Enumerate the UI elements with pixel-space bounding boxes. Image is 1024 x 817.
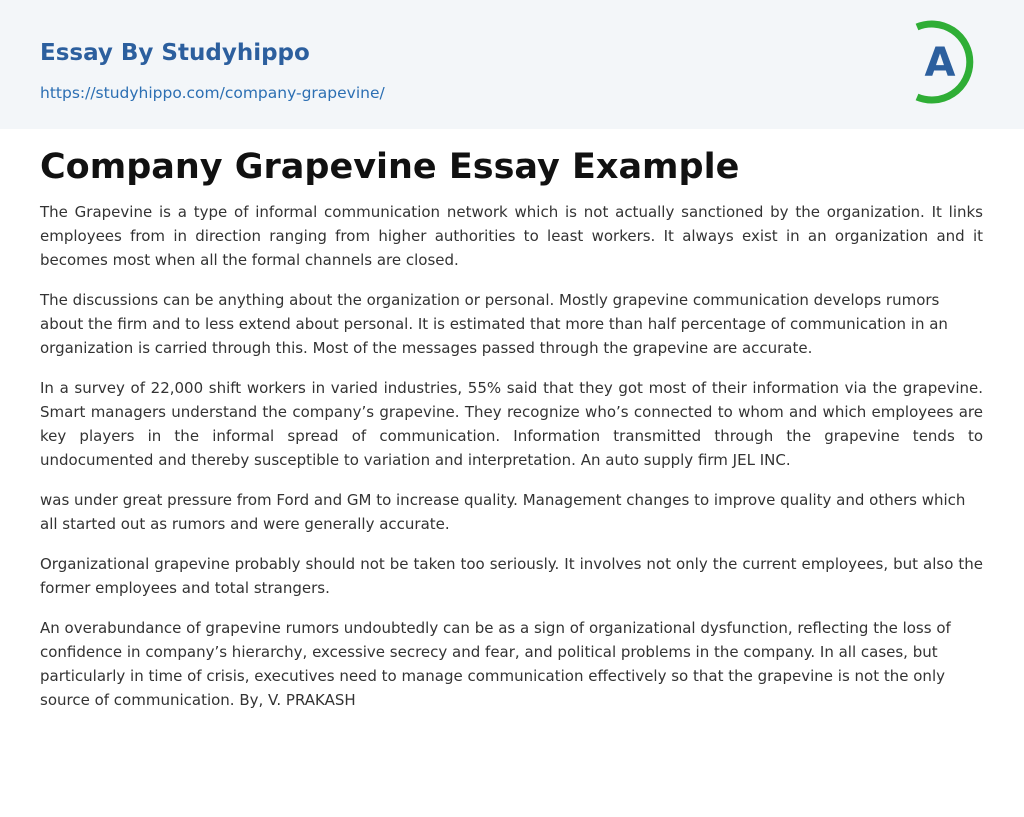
article-paragraph-1: The Grapevine is a type of informal communication network which is not actually sanctioned by the organization. It links employees from in direction ranging from higher authorities to least workers. It always exist in an organization and it becomes most when all the formal channels are closed. [40, 203, 983, 269]
site-header [0, 0, 1024, 129]
studyhippo-logo-icon[interactable] [903, 19, 987, 105]
page-url-link[interactable]: https://studyhippo.com/company-grapevine/ [40, 84, 385, 102]
article-title: Company Grapevine Essay Example [40, 147, 740, 187]
article [40, 144, 983, 728]
article-paragraph-6: An overabundance of grapevine rumors undoubtedly can be as a sign of organizational dysfunction, reflecting the loss of confidence in company’s hierarchy, excessive secrecy and fear, and political problems in the company. In all cases, but particularly in time of crisis, executives need to manage communication effectively so that the grapevine is not the only source of communication. By, V. PRAKASH [40, 619, 951, 709]
site-brand[interactable]: Essay By Studyhippo [40, 40, 310, 66]
article-paragraph-2: The discussions can be anything about the organization or personal. Mostly grapevine communication develops rumors about the firm and to less extend about personal. It is estimated that more than half percentage of communication in an organization is carried through this. Most of the messages passed through the grapevine are accurate. [40, 291, 948, 357]
article-paragraph-4: was under great pressure from Ford and GM to increase quality. Management changes to improve quality and others which all started out as rumors and were generally accurate. [40, 491, 966, 533]
article-paragraph-3: In a survey of 22,000 shift workers in varied industries, 55% said that they got most of their information via the grapevine. Smart managers understand the company’s grapevine. They recognize who’s connected to whom and which employees are key players in the informal spread of communication. Information transmitted through the grapevine tends to undocumented and thereby susceptible to variation and interpretation. An auto supply firm JEL INC. [40, 379, 983, 469]
article-paragraph-5: Organizational grapevine probably should not be taken too seriously. It involves not only the current employees, but also the former employees and total strangers. [40, 555, 983, 597]
logo-letter: A [924, 40, 956, 86]
